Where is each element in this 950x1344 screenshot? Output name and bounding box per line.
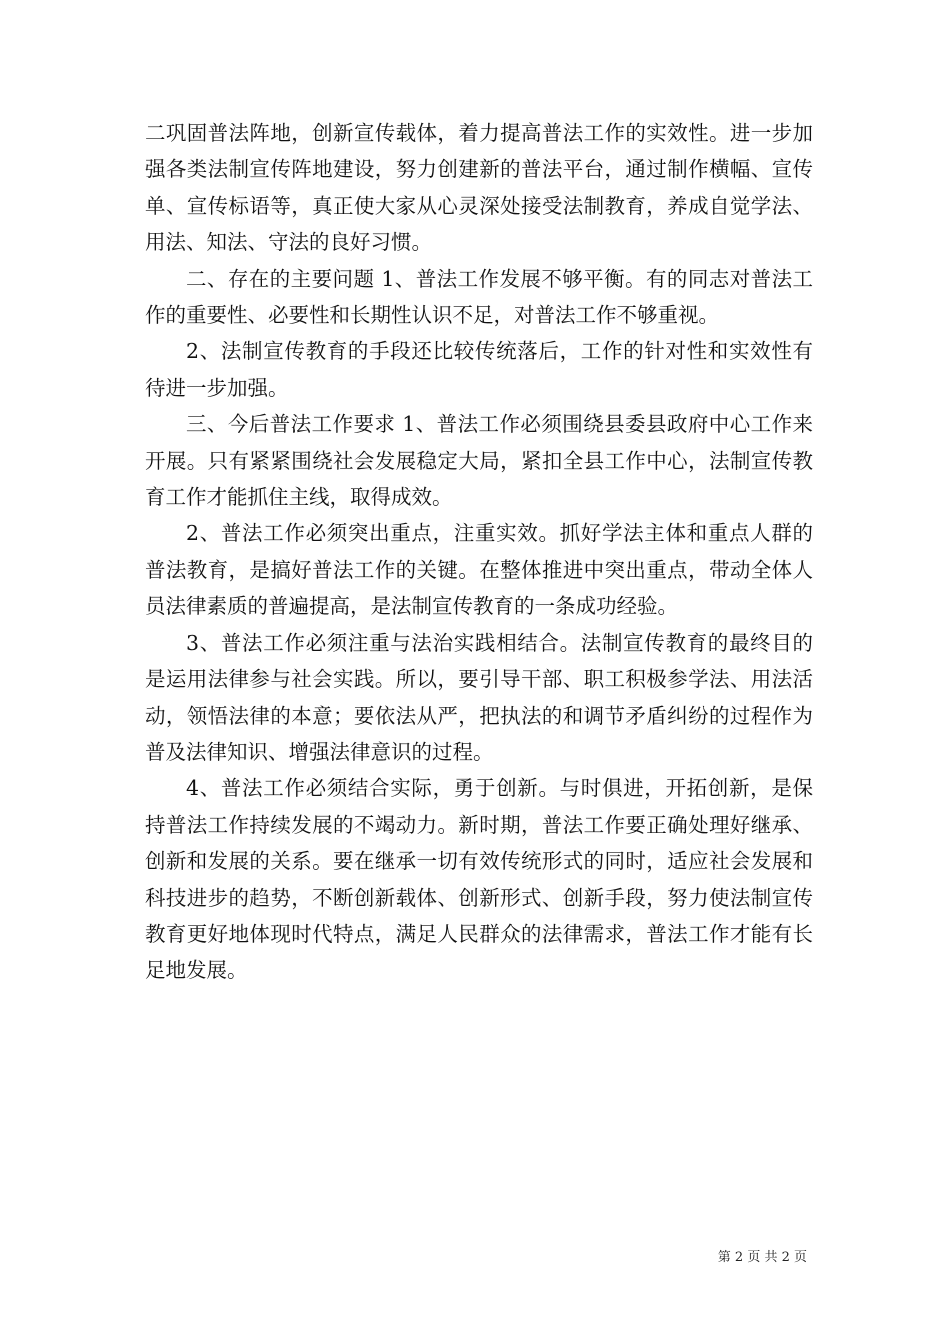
document-body	[145, 115, 813, 989]
paragraph-2: 二、存在的主要问题 1、普法工作发展不够平衡。有的同志对普法工作的重要性、必要性和长期性认识不足，对普法工作不够重视。	[145, 266, 813, 328]
paragraph-5: 2、普法工作必须突出重点，注重实效。抓好学法主体和重点人群的普法教育，是搞好普法工作的关键。在整体推进中突出重点，带动全体人员法律素质的普遍提高，是法制宣传教育的一条成功经验。	[145, 521, 813, 619]
page-number-footer: 第 2 页 共 2 页	[717, 1250, 807, 1265]
paragraph-6: 3、普法工作必须注重与法治实践相结合。法制宣传教育的最终目的是运用法律参与社会实践。所以，要引导干部、职工积极参学法、用法活动，领悟法律的本意；要依法从严，把执法的和调节矛盾纠纷的过程作为普及法律知识、增强法律意识的过程。	[145, 630, 813, 764]
paragraph-1: 二巩固普法阵地，创新宣传载体，着力提高普法工作的实效性。进一步加强各类法制宣传阵地建设，努力创建新的普法平台，通过制作横幅、宣传单、宣传标语等，真正使大家从心灵深处接受法制教育，养成自觉学法、用法、知法、守法的良好习惯。	[145, 121, 813, 255]
paragraph-4: 三、今后普法工作要求 1、普法工作必须围绕县委县政府中心工作来开展。只有紧紧围绕社会发展稳定大局，紧扣全县工作中心，法制宣传教育工作才能抓住主线，取得成效。	[145, 412, 813, 510]
paragraph-7: 4、普法工作必须结合实际，勇于创新。与时俱进，开拓创新，是保持普法工作持续发展的不竭动力。新时期，普法工作要正确处理好继承、创新和发展的关系。要在继承一切有效传统形式的同时，适应社会发展和科技进步的趋势，不断创新载体、创新形式、创新手段，努力使法制宣传教育更好地体现时代特点，满足人民群众的法律需求，普法工作才能有长足地发展。	[145, 776, 813, 983]
paragraph-3: 2、法制宣传教育的手段还比较传统落后，工作的针对性和实效性有待进一步加强。	[145, 339, 813, 400]
